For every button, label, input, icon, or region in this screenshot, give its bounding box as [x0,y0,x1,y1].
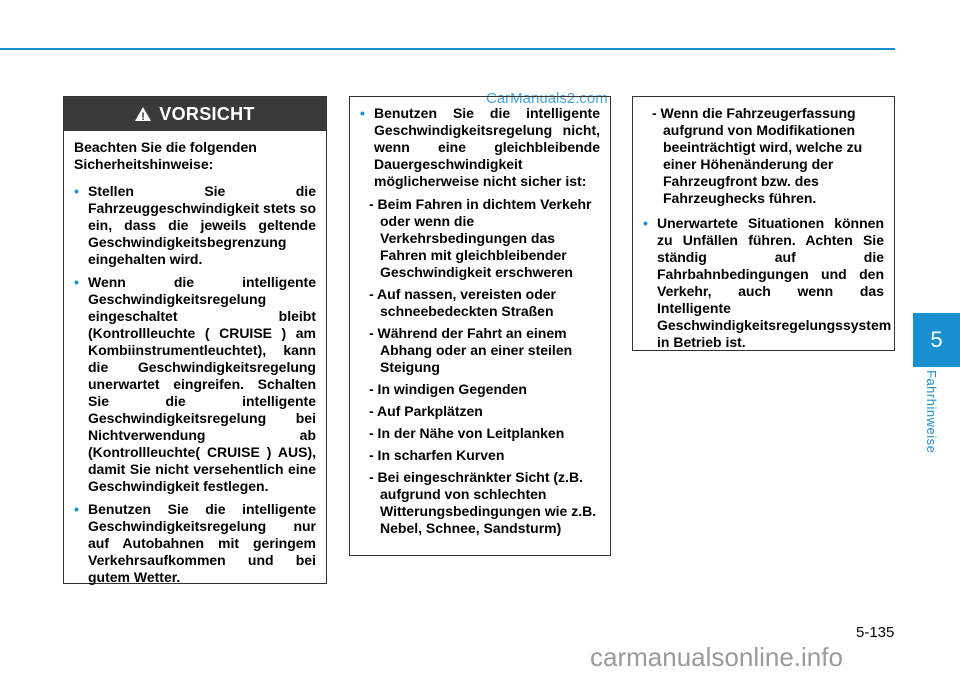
dash-item: - Bei eingeschränkter Sicht (z.B. aufgrund von schlechten Witterungsbedingungen wie z.B. Nebel, Schnee, Sandsturm) [369,469,597,536]
list-item: • Stellen Sie die Fahrzeuggeschwindigkeit stets so ein, dass die jeweils geltende Geschwindigkeitsbegrenzung eingehalten wird. [74,183,316,268]
info-box-right [632,96,895,351]
page-number: 5-135 [856,624,895,641]
chapter-label: Fahrhinweise [924,370,939,454]
dash-item: - Auf Parkplätzen [369,403,483,419]
dash-item: - Während der Fahrt an einem Abhang oder an einer steilen Steigung [369,325,573,375]
warning-triangle-icon [135,107,151,121]
dash-item: - Auf nassen, vereisten oder schneebedeckten Straßen [369,286,556,319]
dash-item: - In windigen Gegenden [369,381,527,397]
chapter-tab[interactable]: 5 [913,313,960,367]
dash-item: - Wenn die Fahrzeugerfassung aufgrund von Modifikationen beeinträchtigt wird, welche zu einer Höhenänderung der Fahrzeugfront bzw. des Fahrzeughecks führen. [652,105,863,206]
list-item: • Benutzen Sie die intelligente Geschwindigkeitsregelung nur auf Autobahnen mit geringem Verkehrsaufkommen und bei gutem Wetter. [74,501,316,586]
dash-item: - In scharfen Kurven [369,447,505,463]
info-box-middle [349,96,611,556]
dash-item: - In der Nähe von Leitplanken [369,425,565,441]
watermark-bottom[interactable]: carmanualsonline.info [590,642,843,672]
caution-title: VORSICHT [159,103,255,124]
top-rule [0,48,895,50]
watermark-top[interactable]: CarManuals2.com [486,90,608,107]
list-item: • Unerwartete Situationen können zu Unfällen führen. Achten Sie ständig auf die Fahrbahnbedingungen und den Verkehr, auch wenn das Intelligente Geschwindigkeitsregelungssystem in Betrieb ist. [643,215,884,351]
caution-header [64,97,326,131]
caution-intro: Beachten Sie die folgenden Sicherheitshinweise: [74,139,257,172]
dash-item: - Beim Fahren in dichtem Verkehr oder wenn die Verkehrsbedingungen das Fahren mit gleichbleibender Geschwindigkeit erschweren [369,196,592,280]
list-item: • Benutzen Sie die intelligente Geschwindigkeitsregelung nicht, wenn eine gleichbleibende Dauergeschwindigkeit möglicherweise nicht sicher ist: [360,105,600,190]
list-item: • Wenn die intelligente Geschwindigkeitsregelung eingeschaltet bleibt (Kontrollleuchte ( CRUISE ) am Kombiinstrumentleuchtet), kann die Geschwindigkeitsregelung unerwartet eingreifen. Schalten Sie die intelligente Geschwindigkeitsregelung bei Nichtverwendung ab (Kontrollleuchte( CRUISE ) AUS), damit Sie nicht versehentlich eine Geschwindigkeit festlegen. [74,274,316,495]
caution-box [63,96,327,584]
